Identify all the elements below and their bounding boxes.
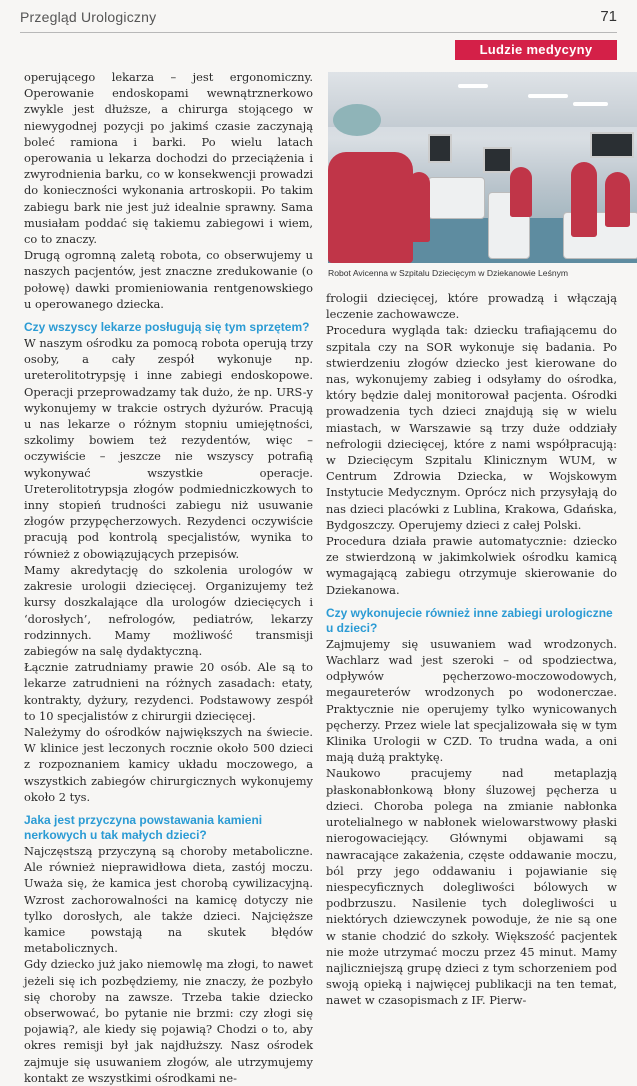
- ceiling-light-icon: [528, 94, 568, 98]
- paragraph: Gdy dziecko już jako niemowlę ma złogi, to nawet jeżeli się ich pozbędziemy, nie znaczy, że pozbyło się choroby na zawsze. Trzeba takie dziecko obserwować, bo pytanie nie brzmi: czy złogi się pojawią?, ale kiedy się pojawią? Chodzi o to, aby okres remisji był jak najdłuższy. Nasz ośrodek zajmuje się usuwaniem złogów, ale utrzymujemy kontakt ze wszystkimi ośrodkami ne-: [24, 957, 313, 1085]
- robot-console-icon: [428, 177, 485, 219]
- surgical-cap-icon: [333, 104, 381, 136]
- journal-title: Przegląd Urologiczny: [20, 9, 157, 25]
- paragraph: Należymy do ośrodków największych na świecie. W klinice jest leczonych rocznie około 500 dzieci z rozpoznaniem kamicy układu moczowego, a wszystkich zabiegów chirurgicznych wykonujemy około 2 tys.: [24, 724, 313, 804]
- ceiling-light-icon: [458, 84, 488, 88]
- staff-figure-icon: [408, 172, 430, 242]
- left-column: [24, 69, 313, 1086]
- paragraph: Mamy akredytację do szkolenia urologów w zakresie urologii dziecięcej. Organizujemy też kursy doszkalające dla urologów dziecięcych i ‘dorosłych’, nefrologów, pediatrów, lekarzy rodzinnych. Mamy możliwość transmisji zabiegów na salę dydaktyczną.: [24, 562, 313, 658]
- section-heading: Czy wszyscy lekarze posługują się tym sprzętem?: [24, 320, 310, 335]
- paragraph: Procedura wygląda tak: dziecku trafiającemu do szpitala czy na SOR wykonuje się badania. Po stwierdzeniu złogów dziecko jest kierowane do nas, wykonujemy zabieg i odsyłamy do ośrodka, który będzie dalej monitorował pacjenta. Ośrodki prowadzenia tych dzieci znajdują się w wielu miastach, w Warszawie są trzy duże oddziały nefrologii dziecięcej, które z nami współpracują: w Dziecięcym Szpitalu Klinicznym WUM, w Centrum Zdrowia Dziecka, w Wojskowym Instytucie Medycznym. Oprócz nich przysyłają do nas dzieci placówki z Lublina, Krakowa, Gdańska, Bydgoszczy. Operujemy dzieci z całej Polski.: [326, 323, 617, 532]
- monitor-icon: [483, 147, 512, 173]
- photo-caption: Robot Avicenna w Szpitalu Dziecięcym w Dziekanowie Leśnym: [328, 268, 569, 278]
- staff-figure-icon: [605, 172, 630, 227]
- paragraph: frologii dziecięcej, które prowadzą i włączają leczenie zachowawcze.: [326, 291, 617, 322]
- surgeon-figure-icon: [328, 152, 413, 263]
- monitor-icon: [428, 134, 452, 163]
- monitor-icon: [590, 132, 634, 158]
- staff-figure-icon: [510, 167, 532, 217]
- section-badge: Ludzie medycyny: [455, 40, 617, 60]
- section-heading: Czy wykonujecie również inne zabiegi urologiczne u dzieci?: [326, 605, 613, 635]
- paragraph: W naszym ośrodku za pomocą robota operują trzy osoby, a cały zespół wykonuje np. ureterolitotrypsję i inne zabiegi endoskopowe. Operacji przeprowadzamy tak dużo, że np. URS-y wykonujemy w trakcie ostrych dyżurów. Pracują u nas lekarze o różnym stopniu umiejętności, szkolimy bowiem też rezydentów, więc – oczywiście – jeszcze nie wszyscy potrafią wykonywać wszystkie operacje. Ureterolitotrypsja złogów podmiedniczkowych to inny stopień trudności zabiegu niż usuwanie złogów przypęcherzowych. Rezydenci oczywiście pracują pod kontrolą specjalistów, wynika to również z obowiązujących przepisów.: [24, 336, 313, 561]
- paragraph: operującego lekarza – jest ergonomiczny. Operowanie endoskopami wewnątrznerkowo zwykle jest dłuższe, a chirurga stojącego w niewygodnej pozycji po jakimś czasie zaczynają boleć ramiona i barki. Po wielu latach operowania u lekarza dochodzi do przeciążenia i zwyrodnienia barku, co w konsekwencji prowadzi do konieczności wykonania artroskopii. Po takim zabiegu bark nie jest już idealnie sprawny. Sama musiałam poddać się takiemu zabiegowi i wiem, co to znaczy.: [24, 70, 313, 247]
- staff-figure-icon: [571, 162, 597, 237]
- header-divider: [20, 32, 617, 33]
- page-number: 71: [600, 8, 617, 25]
- right-column: [326, 290, 617, 1009]
- section-heading: Jaka jest przyczyna powstawania kamieni nerkowych u tak małych dzieci?: [24, 812, 263, 842]
- operating-room-photo: [328, 72, 637, 263]
- ceiling-light-icon: [573, 102, 608, 106]
- paragraph: Zajmujemy się usuwaniem wad wrodzonych. Wachlarz wad jest szeroki – od spodziectwa, odpływów pęcherzowo-moczowodowych, megaureterów wrodzonych po wodonerczae. Praktycznie nie operujemy tylko wynicowanych pęcherzy. Przez wiele lat specjalizowała się w tym Klinika Urologii w CZD. To trudna wada, a oni mają dużą praktykę.: [326, 636, 617, 765]
- paragraph: Łącznie zatrudniamy prawie 20 osób. Ale są to lekarze zatrudnieni na różnych zasadach: etaty, kontrakty, dyżury, rezydenci. Podstawowy zespół to 10 specjalistów z chirurgii dziecięcej.: [24, 660, 313, 723]
- paragraph: Naukowo pracujemy nad metaplazją płaskonabłonkową błony śluzowej pęcherza u dzieci. Choroba polega na zmianie nabłonka urotelialnego w nabłonek wielowarstwowy płaski nierogowaciejący. Głównymi objawami są nawracające zakażenia, częste oddawanie moczu, ból przy jego oddawaniu i pojawianie się niespecyficznych dolegliwości bólowych w podbrzuszu. Nasilenie tych dolegliwości u niektórych dziewczynek powoduje, że nie są one w stanie chodzić do szkoły. Większość pacjentek nie może utrzymać moczu przez 45 minut. Mamy najliczniejszą grupę dzieci z tym schorzeniem pod swoją opieką i najwięcej publikacji na ten temat, nawet w czasopismach z IF. Pierw-: [326, 766, 617, 1008]
- paragraph: Procedura działa prawie automatycznie: dziecko ze stwierdzoną w jakimkolwiek ośrodku kamicą wymagającą zabiegu otrzymuje skierowanie do Dziekanowa.: [326, 534, 617, 597]
- paragraph: Drugą ogromną zaletą robota, co obserwujemy u naszych pacjentów, jest znaczne zredukowanie (o połowę) dawki promieniowania rentgenowskiego u operowanego dziecka.: [24, 248, 313, 311]
- paragraph: Najczęstszą przyczyną są choroby metaboliczne. Ale również nieprawidłowa dieta, zastój moczu. Uważa się, że kamica jest chorobą cywilizacyjną. Wzrost zachorowalności na kamicę dotyczy nie tylko dorosłych, ale także dzieci. Najcięższe kamice powstają na skutek błędów metabolicznych.: [24, 843, 313, 956]
